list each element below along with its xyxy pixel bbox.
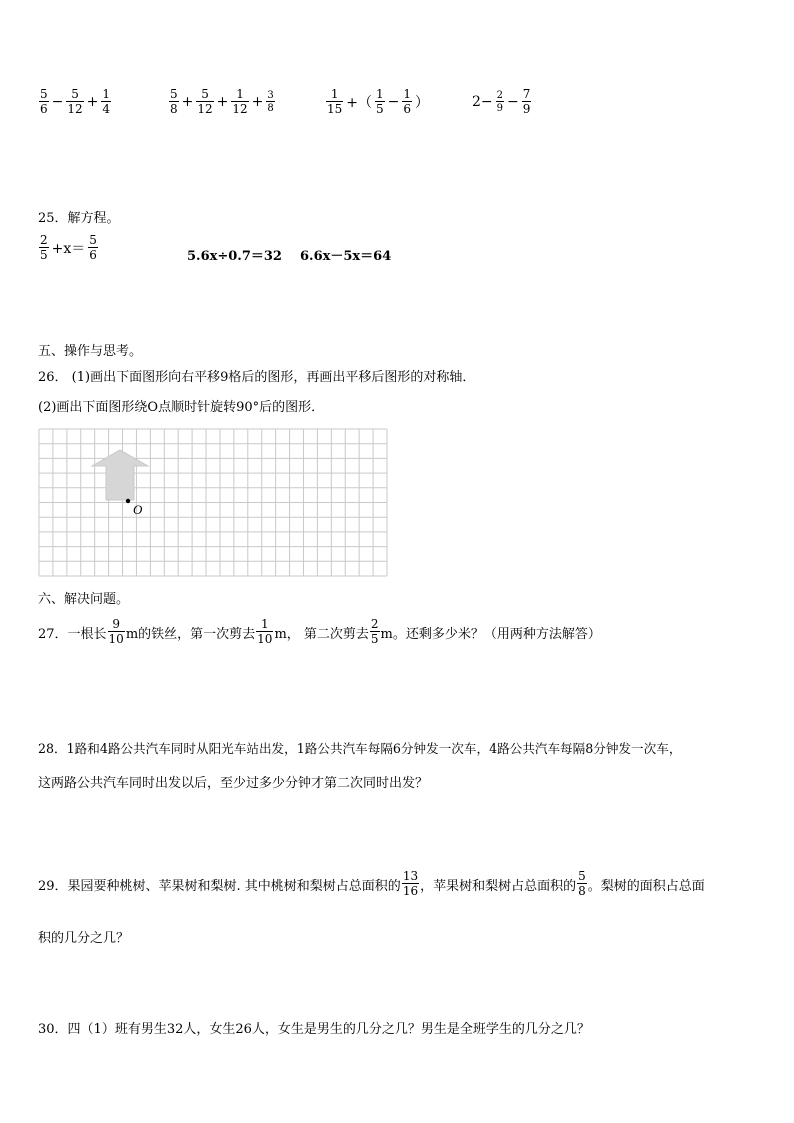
grid-svg (38, 428, 388, 578)
q25-equation-3: 6.6x－5x＝64 (300, 249, 392, 264)
arrow-shape (92, 450, 148, 500)
operator: ） (415, 95, 430, 111)
q28-line-2: 这两路公共汽车同时出发以后，至少过多少分钟才第二次同时出发？ (38, 776, 429, 791)
point-o-marker (126, 499, 130, 503)
operator: + (251, 94, 264, 110)
operator: + (86, 94, 99, 110)
q25-equation-2: 5.6x÷0.7＝32 (187, 249, 282, 264)
q29-text: 。梨树的面积占总面 (587, 878, 705, 894)
q28-line-1: 28．1路和4路公共汽车同时从阳光车站出发，1路公共汽车每隔6分钟发一次车，4路公共汽车每隔8分钟发一次车， (38, 741, 682, 756)
q25-equation-1 (38, 234, 99, 262)
fraction: $\frac{1}{6}$ (403, 87, 412, 116)
fraction: $\frac{7}{9}$ (522, 87, 531, 116)
fraction: $\frac{2}{9}$ (496, 90, 504, 114)
operator: 2− (472, 94, 493, 110)
fraction: $\frac{3}{8}$ (267, 90, 274, 114)
fraction: $\frac{9}{10}$ (108, 617, 124, 646)
operator: + (181, 94, 194, 110)
q27-text: 27．一根长 (38, 626, 107, 642)
fraction: $\frac{5}{12}$ (197, 87, 213, 116)
q26-line-2: (2)画出下面图形绕O点顺时针旋转90°后的图形． (38, 400, 325, 415)
q25-title: 25．解方程。 (38, 211, 120, 226)
fraction: $\frac{2}{5}$ (370, 617, 379, 646)
q27-question (38, 618, 601, 646)
point-o-label: O (133, 502, 143, 517)
expression-4 (470, 88, 532, 116)
q29-text: 29．果园要种桃树、苹果树和梨树. 其中桃树和梨树占总面积的 (38, 878, 401, 894)
fraction: $\frac{5}{6}$ (40, 87, 48, 116)
fraction: $\frac{1}{12}$ (232, 87, 248, 116)
q29-line-2: 积的几分之几？ (38, 931, 130, 946)
q27-text: m的铁丝，第一次剪去 (125, 626, 256, 642)
fraction: $\frac{2}{5}$ (40, 233, 48, 262)
operator: − (51, 94, 64, 110)
operator: − (387, 94, 400, 110)
q29-question (38, 870, 705, 898)
expression-2 (168, 88, 276, 116)
q27-text: m。还剩多少米？（用两种方法解答） (380, 626, 601, 642)
q27-text: m， 第二次剪去 (274, 626, 369, 642)
fraction: $\frac{1}{4}$ (102, 87, 111, 116)
fraction: $\frac{5}{8}$ (578, 869, 586, 898)
expression-1 (38, 88, 112, 116)
q29-text: ，苹果树和梨树占总面积的 (420, 878, 577, 894)
fraction: $\frac{1}{15}$ (327, 87, 343, 116)
q26-line-1: 26． (1)画出下面图形向右平移9格后的图形，再画出平移后图形的对称轴． (38, 370, 476, 385)
operator: − (507, 94, 519, 110)
fraction: $\frac{5}{12}$ (67, 87, 83, 116)
fraction: $\frac{13}{16}$ (402, 869, 419, 898)
fraction: $\frac{5}{6}$ (89, 233, 97, 262)
operator: +（ (346, 95, 373, 111)
section-5-heading: 五、操作与思考。 (38, 344, 143, 359)
equation-text: +x＝ (51, 241, 86, 257)
fraction: $\frac{5}{8}$ (170, 87, 178, 116)
expression-3 (325, 88, 431, 116)
fraction: $\frac{1}{5}$ (376, 87, 384, 116)
grid-lines (39, 429, 387, 576)
drawing-grid (38, 428, 388, 582)
q30-question: 30．四（1）班有男生32人，女生26人，女生是男生的几分之几？男生是全班学生的几分之几？ (38, 1022, 590, 1037)
operator: + (216, 94, 229, 110)
fraction: $\frac{1}{10}$ (257, 617, 273, 646)
section-6-heading: 六、解决问题。 (38, 592, 130, 607)
